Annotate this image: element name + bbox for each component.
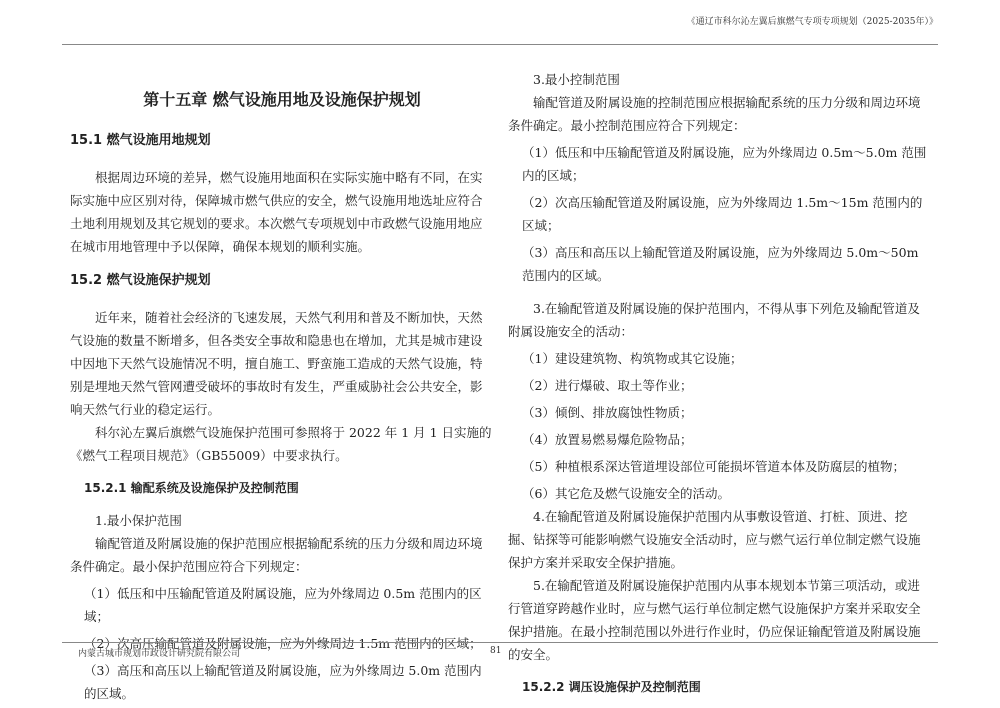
min-control-title: 3.最小控制范围 [533,72,620,87]
right-column [508,68,932,708]
footer-organization: 内蒙古城市规划市政设计研究院有限公司 [78,649,241,659]
min-protect-item: （1）低压和中压输配管道及附属设施，应为外缘周边 0.5m 范围内的区域； [84,586,482,624]
prohibit-item: （3）倾倒、排放腐蚀性物质； [522,405,693,420]
page-header: 《通辽市科尔沁左翼后旗燃气专项专项规划（2025-2035年）》 [686,17,938,27]
prohibit-intro: 3.在输配管道及附属设施的保护范围内，不得从事下列危及输配管道及附属设施安全的活动： [508,301,920,339]
min-control-item: （3）高压和高压以上输配管道及附属设施，应为外缘周边 5.0m～50m 范围内的区域。 [522,245,919,283]
section-15-2-paragraph-2: 科尔沁左翼后旗燃气设施保护范围可参照将于 2022 年 1 月 1 日实施的《燃气工程项目规范》（GB55009）中要求执行。 [70,425,492,463]
header-divider [62,44,938,45]
min-protect-title: 1.最小保护范围 [95,513,182,528]
section-15-1-heading: 15.1 燃气设施用地规划 [70,133,211,148]
section-15-2-1-heading: 15.2.1 输配系统及设施保护及控制范围 [84,481,299,495]
page-number: 81 [490,646,502,656]
prohibit-item: （5）种植根系深达管道埋设部位可能损坏管道本体及防腐层的植物； [522,459,905,474]
footer-divider [62,642,938,643]
min-protect-item: （3）高压和高压以上输配管道及附属设施，应为外缘周边 5.0m 范围内的区域。 [84,663,482,701]
prohibit-item: （1）建设建筑物、构筑物或其它设施； [522,351,743,366]
section-15-1-body: 根据周边环境的差异，燃气设施用地面积在实际实施中略有不同，在实际实施中应区别对待，保障城市燃气供应的安全，燃气设施用地选址应符合土地利用规划及其它规划的要求。本次燃气专项规划中市政燃气设施用地应在城市用地管理中予以保障，确保本规划的顺利实施。 [70,170,483,254]
paragraph-4: 4.在输配管道及附属设施保护范围内从事敷设管道、打桩、顶进、挖掘、钻探等可能影响燃气设施安全活动时，应与燃气运行单位制定燃气设施保护方案并采取安全保护措施。 [508,509,921,570]
min-protect-item: （2）次高压输配管道及附属设施，应为外缘周边 1.5m 范围内的区域； [84,636,482,651]
min-control-intro: 输配管道及附属设施的控制范围应根据输配系统的压力分级和周边环境条件确定。最小控制范围应符合下列规定： [508,95,921,133]
prohibit-item: （6）其它危及燃气设施安全的活动。 [522,486,730,501]
section-15-2-heading: 15.2 燃气设施保护规划 [70,273,211,288]
chapter-title: 第十五章 燃气设施用地及设施保护规划 [143,90,421,109]
section-15-2-2-heading: 15.2.2 调压设施保护及控制范围 [522,680,701,694]
section-15-2-paragraph-1: 近年来，随着社会经济的飞速发展，天然气利用和普及不断加快，天然气设施的数量不断增多，但各类安全事故和隐患也在增加，尤其是城市建设中因地下天然气设施情况不明，擅自施工、野蛮施工造成的天然气设施，特别是埋地天然气管网遭受破坏的事故时有发生，严重威胁社会公共安全，影响天然气行业的稳定运行。 [70,310,483,417]
prohibit-item: （2）进行爆破、取土等作业； [522,378,693,393]
min-protect-intro: 输配管道及附属设施的保护范围应根据输配系统的压力分级和周边环境条件确定。最小保护范围应符合下列规定： [70,536,483,574]
left-column [70,70,494,705]
prohibit-item: （4）放置易燃易爆危险物品； [522,432,693,447]
paragraph-5: 5.在输配管道及附属设施保护范围内从事本规划本节第三项活动，或进行管道穿跨越作业时，应与燃气运行单位制定燃气设施保护方案并采取安全保护措施。在最小控制范围以外进行作业时，仍应保证输配管道及附属设施的安全。 [508,578,921,662]
min-control-item: （1）低压和中压输配管道及附属设施，应为外缘周边 0.5m～5.0m 范围内的区域； [522,145,927,183]
min-control-item: （2）次高压输配管道及附属设施，应为外缘周边 1.5m～15m 范围内的区域； [522,195,923,233]
